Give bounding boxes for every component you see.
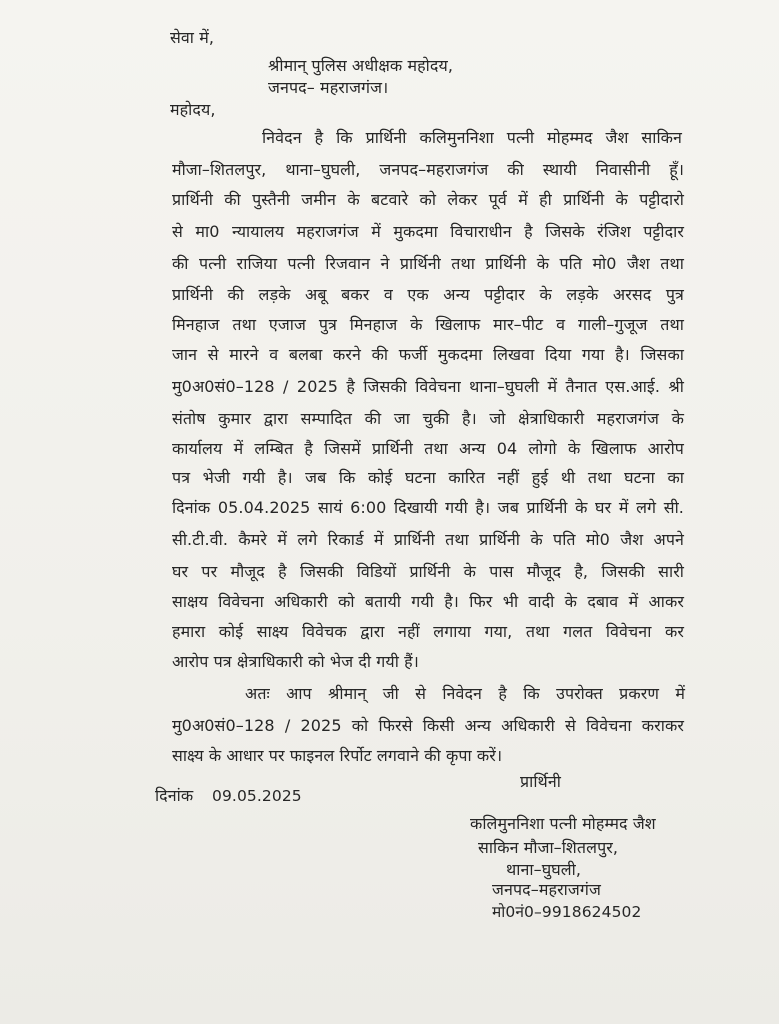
greeting: महोदय,	[170, 100, 216, 119]
signature-name: कलिमुननिशा पत्नी मोहम्मद जैश	[470, 814, 656, 833]
body-line: अतः आप श्रीमान् जी से निवेदन है कि उपरोक्त प्रकरण में	[245, 684, 685, 703]
body-line: प्रार्थिनी की लड़के अबू बकर व एक अन्य पट्टीदार के लड़के अरसद पुत्र	[172, 285, 684, 304]
body-line: से मा0 न्यायालय महराजगंज में मुकदमा विचाराधीन है जिसके रंजिश पट्टीदार	[172, 222, 684, 241]
signature-mobile: मो0नं0–9918624502	[492, 903, 642, 921]
body-line: आरोप पत्र क्षेत्राधिकारी को भेज दी गयी हैं।	[172, 652, 419, 671]
closing-label: प्रार्थिनी	[520, 772, 561, 791]
body-line: हमारा कोई साक्ष्य विवेचक द्वारा नहीं लगाया गया, तथा गलत विवेचना कर	[172, 622, 684, 641]
date-value: 09.05.2025	[212, 787, 302, 805]
body-line: निवेदन है कि प्रार्थिनी कलिमुननिशा पत्नी मोहम्मद जैश साकिन	[262, 128, 682, 147]
salutation: सेवा में,	[170, 28, 215, 47]
signature-district: जनपद–महराजगंज	[492, 880, 601, 899]
body-line: जान से मारने व बलबा करने की फर्जी मुकदमा लिखवा दिया गया है। जिसका	[172, 345, 684, 364]
body-line: प्रार्थिनी की पुस्तैनी जमीन के बटवारे को लेकर पूर्व में ही प्रार्थिनी के पट्टीदारो	[172, 190, 684, 209]
body-line: साक्ष्य के आधार पर फाइनल रिर्पोट लगवाने की कृपा करें।	[172, 746, 503, 765]
body-line: पत्र भेजी गयी है। जब कि कोई घटना कारित नहीं हुई थी तथा घटना का	[172, 468, 684, 487]
body-line: मिनहाज तथा एजाज पुत्र मिनहाज के खिलाफ मार–पीट व गाली–गुजूज तथा	[172, 315, 684, 334]
signature-police-station: थाना–घुघली,	[506, 860, 582, 879]
body-line: मौजा–शितलपुर, थाना–घुघली, जनपद–महराजगंज की स्थायी निवासीनी हूँ।	[172, 160, 684, 179]
recipient-title: श्रीमान् पुलिस अधीक्षक महोदय,	[268, 56, 454, 75]
recipient-district: जनपद– महराजगंज।	[268, 78, 389, 97]
body-line: दिनांक 05.04.2025 सायं 6:00 दिखायी गयी है। जब प्रार्थिनी के घर में लगे सी.	[172, 498, 684, 517]
body-line: मु0अ0सं0–128 / 2025 को फिरसे किसी अन्य अधिकारी से विवेचना कराकर	[172, 716, 684, 735]
date-label: दिनांक	[155, 786, 194, 805]
signature-village: साकिन मौजा–शितलपुर,	[478, 838, 619, 857]
body-line: संतोष कुमार द्वारा सम्पादित की जा चुकी है। जो क्षेत्राधिकारी महराजगंज के	[172, 409, 684, 428]
body-line: मु0अ0सं0–128 / 2025 है जिसकी विवेचना थाना–घुघली में तैनात एस.आई. श्री	[172, 377, 684, 396]
body-line: साक्षय विवेचना अधिकारी को बतायी गयी है। फिर भी वादी के दबाव में आकर	[172, 592, 684, 611]
body-line: कार्यालय में लम्बित है जिसमें प्रार्थिनी तथा अन्य 04 लोगो के खिलाफ आरोप	[172, 439, 684, 458]
body-line: घर पर मौजूद है जिसकी विडियों प्रार्थिनी के पास मौजूद है, जिसकी सारी	[172, 562, 684, 581]
body-line: सी.टी.वी. कैमरे में लगे रिकार्ड में प्रार्थिनी तथा प्रार्थिनी के पति मो0 जैश अपने	[172, 530, 684, 549]
body-line: की पत्नी राजिया पत्नी रिजवान ने प्रार्थिनी तथा प्रार्थिनी के पति मो0 जैश तथा	[172, 254, 684, 273]
